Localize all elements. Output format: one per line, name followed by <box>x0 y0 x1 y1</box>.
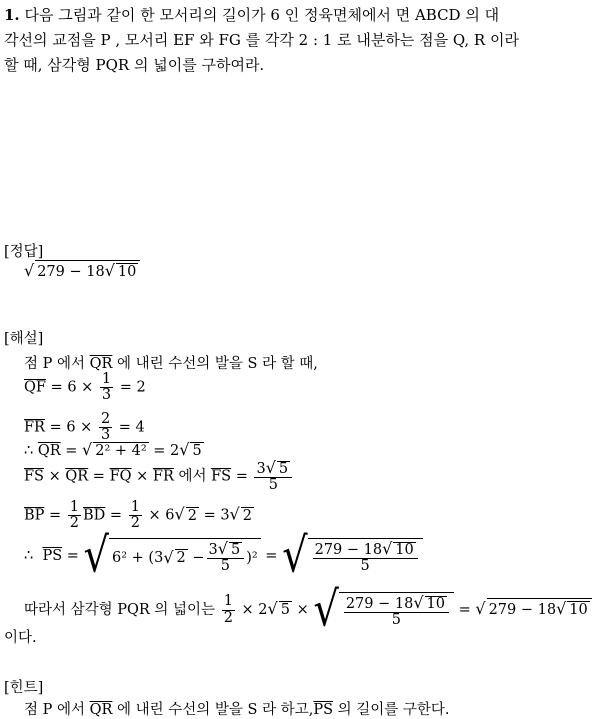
solution-line-9: 이다. <box>4 630 37 646</box>
solution-line-1: 점 P 에서 $\overline{QR}$ 에 내린 수선의 발을 S 라 할 때, <box>24 356 318 372</box>
problem-text-3: 할 때, 삼각형 PQR 의 넓이를 구하여라. <box>4 56 265 74</box>
solution-line-4: ∴ $\overline{QR}$ = √ 2² + 4² = 2√ 5 <box>24 440 202 459</box>
solution-label: [해설] <box>4 331 44 347</box>
solution-line-5: $\overline{FS} \times \overline{QR} = \overline{FQ} \times \overline{FR}$ 에서 $\overline{FS}$ = $\frac{3√ 5}{5}$ <box>24 460 294 493</box>
answer-label: [정답] <box>4 244 44 260</box>
problem-line-1 <box>4 4 499 25</box>
hint-label: [힌트] <box>4 680 44 696</box>
hint-text: 점 P 에서 $\overline{QR}$ 에 내린 수선의 발을 S 라 하고$,\overline{PS}$ 의 길이를 구한다. <box>24 702 450 718</box>
solution-line-3: $\overline{FR} = 6$ × $\frac{2}{3}$ = 4 <box>24 411 145 444</box>
solution-line-2: $\overline{QF} = 6$ × $\frac{1}{3}$ = 2 <box>24 371 146 404</box>
solution-line-7: ∴ $\overline{PS}$ = √ 6² + (3 √ 2 − $\frac{3√ 5}{5}$ )² = √ $\frac{279 - 18√ 10}{5}$ <box>24 536 423 576</box>
problem-number: 1. <box>4 6 20 24</box>
solution-line-8: 따라서 삼각형 PQR 의 넓이는 $\frac{1}{2}$ × 2√ 5 × √ $\frac{279 - 18√ 10}{5}$ = √ 279 − 18√ 10 <box>24 590 592 630</box>
problem-text-2: 각선의 교점을 P , 모서리 EF 와 FG 를 각각 2 : 1 로 내분하는 점을 Q, R 이라 <box>4 31 519 49</box>
solution-line-6: $\overline{BP}$ = $\frac{1}{2}$ $\overline{BD}$ = $\frac{1}{2}$ × 6√ 2 = 3√ 2 <box>24 499 252 532</box>
answer-value: √ 279 − 18√ 10 <box>24 260 140 280</box>
problem-text-1: 다음 그림과 같이 한 모서리의 길이가 6 인 정육면체에서 면 ABCD 의 대 <box>24 6 500 24</box>
